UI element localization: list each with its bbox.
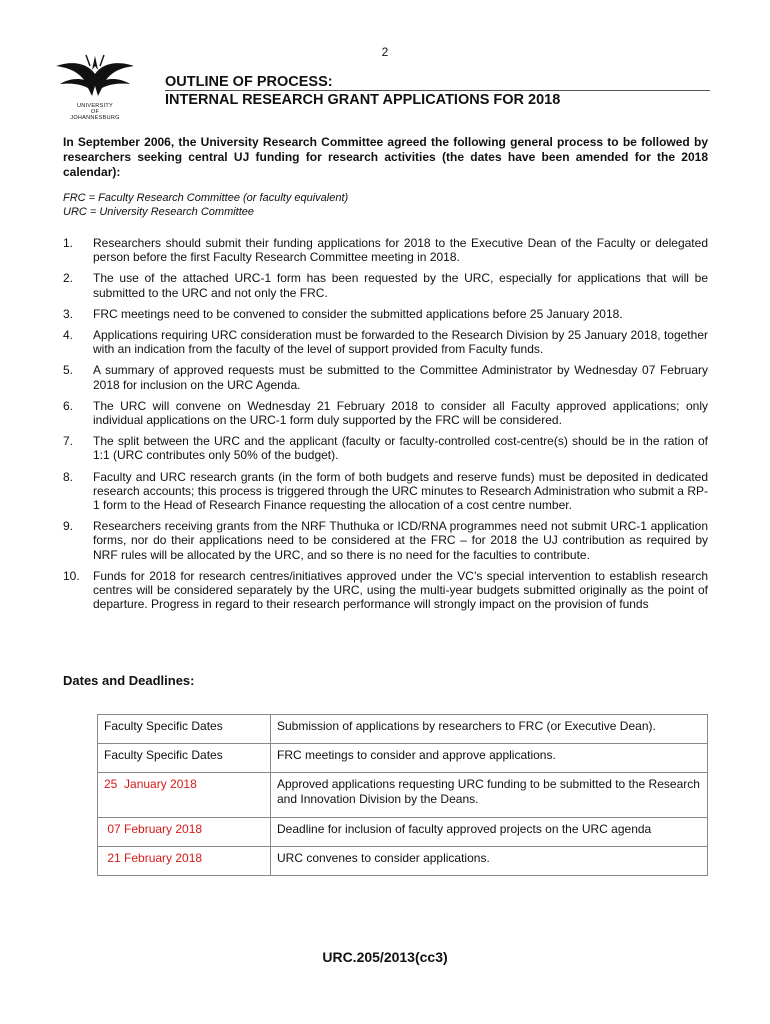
title-divider xyxy=(165,90,710,91)
definitions xyxy=(63,191,708,219)
list-item xyxy=(63,363,708,391)
title-line-1: OUTLINE OF PROCESS: xyxy=(165,74,333,90)
table-row xyxy=(98,715,708,744)
step-number: 9. xyxy=(63,519,74,534)
description-cell: URC convenes to consider applications. xyxy=(271,847,708,876)
step-number: 5. xyxy=(63,363,74,378)
step-text: Researchers receiving grants from the NRF Thuthuka or ICD/RNA programmes need not submit URC-1 application forms, nor do their applications need to be considered at the FRC – for 2018 the UJ contribution as required by NRF rules will be allocated by the URC, and so there is no need for the faculties to contribute. xyxy=(93,519,708,562)
step-text: Researchers should submit their funding applications for 2018 to the Executive Dean of the Faculty or delegated person before the first Faculty Research Committee meeting in 2018. xyxy=(93,236,708,265)
logo-text-of: OF xyxy=(90,109,100,115)
list-item xyxy=(63,519,708,562)
step-number: 1. xyxy=(63,236,74,250)
page-number: 2 xyxy=(381,45,389,59)
process-steps-list xyxy=(63,236,708,618)
definition-urc: URC = University Research Committee xyxy=(63,206,255,218)
step-text: Funds for 2018 for research centres/initiatives approved under the VC’s special intervention to establish research centres will be considered separately by the URC, using the multi-year budgets submitted originally as the point of departure. Progress in regard to their research performance will strongly impact on the provision of funds xyxy=(93,568,708,612)
step-text: FRC meetings need to be convened to consider the submitted applications before 25 January 2018. xyxy=(93,306,623,321)
step-number: 6. xyxy=(63,398,74,413)
date-cell: Faculty Specific Dates xyxy=(98,744,271,773)
list-item xyxy=(63,399,708,427)
description-cell: Deadline for inclusion of faculty approved projects on the URC agenda xyxy=(271,818,708,847)
list-item xyxy=(63,569,708,612)
list-item xyxy=(63,470,708,513)
description-cell: FRC meetings to consider and approve applications. xyxy=(271,744,708,773)
bird-crest-icon xyxy=(50,52,140,102)
deadlines-heading: Dates and Deadlines: xyxy=(63,673,195,688)
list-item xyxy=(63,328,708,356)
logo-text-johannesburg: JOHANNESBURG xyxy=(70,115,120,121)
date-cell: 25 January 2018 xyxy=(98,773,271,818)
title-line-2: INTERNAL RESEARCH GRANT APPLICATIONS FOR 2018 xyxy=(165,92,561,108)
step-number: 2. xyxy=(63,271,74,286)
university-logo xyxy=(50,52,140,122)
list-item xyxy=(63,434,708,462)
step-text: Applications requiring URC consideration must be forwarded to the Research Division by 25 January 2018, together with an indication from the faculty of the level of support provided from Faculty funds. xyxy=(93,328,708,357)
list-item xyxy=(63,307,708,321)
document-code: URC.205/2013(cc3) xyxy=(322,949,448,965)
list-item xyxy=(63,271,708,299)
step-text: The split between the URC and the applicant (faculty or faculty-controlled cost-centre(s) should be in the ration of 1:1 (URC contributes only 50% of the budget). xyxy=(93,434,708,463)
intro-paragraph: In September 2006, the University Research Committee agreed the following general process to be followed by researchers seeking central UJ funding for research activities (the dates have been amended for the 2018 calendar): xyxy=(63,135,708,179)
table-row xyxy=(98,818,708,847)
step-number: 4. xyxy=(63,328,74,343)
step-number: 7. xyxy=(63,434,74,449)
logo-text-university: UNIVERSITY xyxy=(76,103,113,109)
table-row xyxy=(98,773,708,818)
step-number: 10. xyxy=(63,568,80,583)
step-text: The URC will convene on Wednesday 21 February 2018 to consider all Faculty approved applications; only individual applications on the URC-1 form duly supported by the FRC will be considered. xyxy=(93,398,708,428)
definition-frc: FRC = Faculty Research Committee (or faculty equivalent) xyxy=(63,192,349,204)
title-block xyxy=(165,73,710,109)
step-text: Faculty and URC research grants (in the form of both budgets and reserve funds) must be deposited in dedicated research accounts; this process is triggered through the URC minutes to Research Administration who submit a RP-1 form to the Head of Research Finance requesting the allocation of a cost centre number. xyxy=(93,469,708,513)
date-cell: Faculty Specific Dates xyxy=(98,715,271,744)
step-text: A summary of approved requests must be submitted to the Committee Administrator by Wednesday 07 February 2018 for inclusion on the URC Agenda. xyxy=(93,363,708,392)
step-number: 3. xyxy=(63,306,74,321)
table-row xyxy=(98,744,708,773)
description-cell: Approved applications requesting URC funding to be submitted to the Research and Innovation Division by the Deans. xyxy=(271,773,708,818)
date-cell: 21 February 2018 xyxy=(98,847,271,876)
deadlines-table xyxy=(97,714,708,876)
step-text: The use of the attached URC-1 form has been requested by the URC, especially for applications that will be submitted to the URC and not only the FRC. xyxy=(93,271,708,300)
table-row xyxy=(98,847,708,876)
description-cell: Submission of applications by researchers to FRC (or Executive Dean). xyxy=(271,715,708,744)
date-cell: 07 February 2018 xyxy=(98,818,271,847)
list-item xyxy=(63,236,708,264)
step-number: 8. xyxy=(63,469,74,484)
